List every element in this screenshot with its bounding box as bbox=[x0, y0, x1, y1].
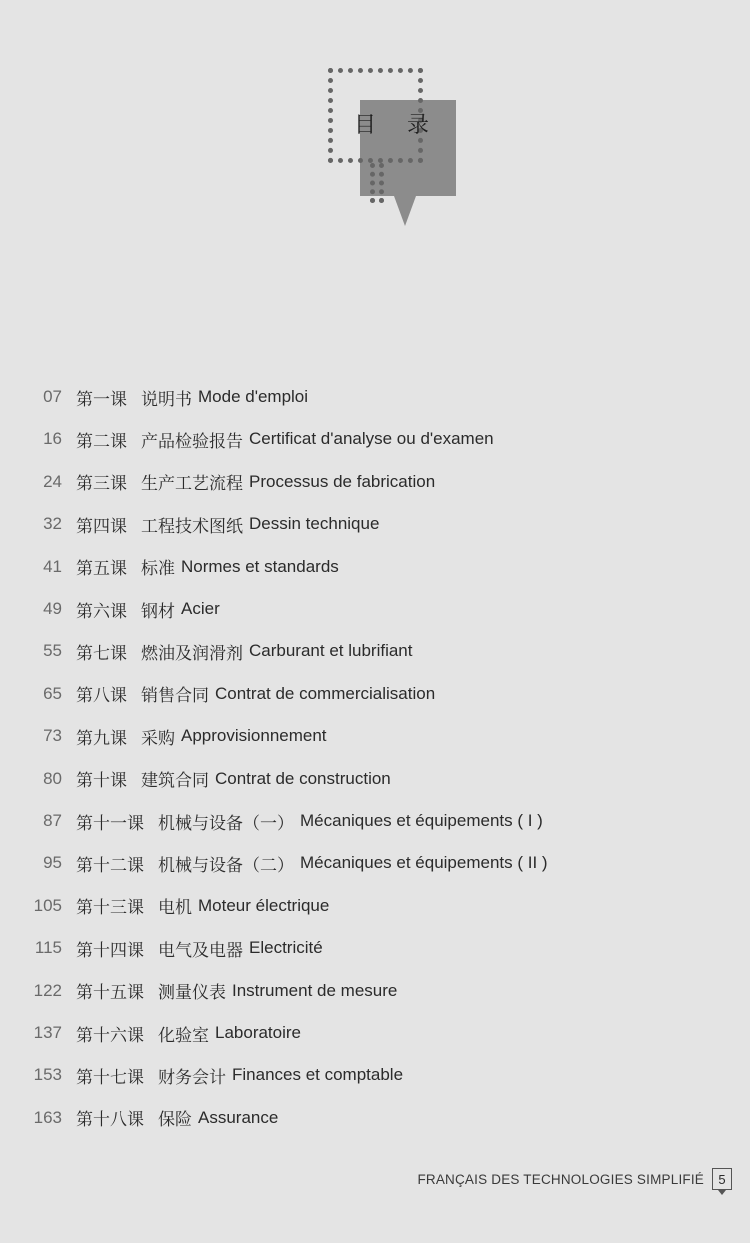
toc-french-title: Approvisionnement bbox=[181, 726, 327, 746]
toc-chinese-title: 销售合同 bbox=[141, 686, 209, 707]
toc-lesson: 第八课 bbox=[76, 686, 127, 707]
running-footer-title: FRANÇAIS DES TECHNOLOGIES SIMPLIFIÉ bbox=[417, 1171, 704, 1187]
toc-lesson: 第十四课 bbox=[76, 940, 144, 961]
toc-french-title: Electricité bbox=[249, 938, 323, 958]
toc-lesson: 第一课 bbox=[76, 389, 127, 410]
toc-entry[interactable] bbox=[0, 382, 700, 412]
toc-page-number: 55 bbox=[43, 641, 62, 661]
toc-title-badge bbox=[328, 68, 468, 233]
toc-page-number: 95 bbox=[43, 853, 62, 873]
toc-french-title: Contrat de commercialisation bbox=[215, 683, 436, 703]
toc-entry[interactable] bbox=[0, 764, 700, 794]
toc-page-number: 115 bbox=[34, 938, 62, 958]
toc-lesson: 第九课 bbox=[76, 728, 127, 749]
toc-page-number: 32 bbox=[43, 514, 62, 534]
toc-page-number: 24 bbox=[43, 471, 62, 491]
toc-page-number: 87 bbox=[43, 811, 62, 830]
toc-chinese-title: 生产工艺流程 bbox=[141, 474, 243, 495]
toc-french-title: Acier bbox=[181, 599, 220, 618]
toc-page-number: 73 bbox=[43, 726, 62, 746]
toc-french-title: Processus de fabrication bbox=[249, 471, 436, 491]
toc-french-title: Assurance bbox=[198, 1107, 279, 1127]
toc-lesson: 第五课 bbox=[76, 559, 127, 580]
toc-chinese-title: 电气及电器 bbox=[158, 940, 243, 961]
toc-entry[interactable] bbox=[0, 1018, 700, 1048]
toc-entry[interactable] bbox=[0, 424, 700, 454]
toc-page-number: 16 bbox=[43, 429, 62, 449]
toc-chinese-title: 燃油及润滑剂 bbox=[141, 643, 243, 664]
toc-french-title: Certificat d'analyse ou d'examen bbox=[249, 429, 494, 449]
toc-french-title: Finances et comptable bbox=[232, 1065, 404, 1085]
toc-chinese-title: 化验室 bbox=[158, 1025, 209, 1046]
toc-lesson: 第六课 bbox=[76, 601, 127, 622]
toc-page-number: 105 bbox=[33, 895, 62, 915]
toc-lesson: 第十八课 bbox=[76, 1110, 144, 1131]
toc-french-title: Mode d'emploi bbox=[198, 387, 309, 406]
toc-page-number: 80 bbox=[43, 768, 62, 788]
toc-entry[interactable] bbox=[0, 1060, 700, 1090]
toc-entry[interactable] bbox=[0, 976, 700, 1006]
toc-chinese-title: 工程技术图纸 bbox=[141, 516, 243, 537]
toc-chinese-title: 机械与设备（二） bbox=[158, 855, 294, 876]
toc-chinese-title: 电机 bbox=[158, 898, 192, 919]
toc-french-title: Contrat de construction bbox=[215, 768, 391, 788]
toc-lesson: 第四课 bbox=[76, 516, 127, 537]
toc-french-title: Moteur électrique bbox=[198, 895, 330, 915]
toc-french-title: Dessin technique bbox=[249, 514, 380, 534]
toc-chinese-title: 说明书 bbox=[141, 389, 192, 410]
toc-french-title: Mécaniques et équipements ( I ) bbox=[300, 811, 543, 830]
toc-entry[interactable] bbox=[0, 552, 700, 582]
toc-french-title: Normes et standards bbox=[181, 556, 339, 576]
toc-lesson: 第十七课 bbox=[76, 1067, 144, 1088]
toc-page-number: 41 bbox=[43, 556, 62, 576]
toc-lesson: 第三课 bbox=[76, 474, 127, 495]
toc-page-number: 137 bbox=[33, 1023, 62, 1042]
toc-page-number: 07 bbox=[43, 387, 62, 406]
toc-entry[interactable] bbox=[0, 806, 700, 836]
page-title: 目 录 bbox=[354, 113, 441, 138]
toc-french-title: Carburant et lubrifiant bbox=[249, 641, 413, 661]
toc-entry[interactable] bbox=[0, 891, 700, 921]
toc-entry[interactable] bbox=[0, 1103, 700, 1133]
toc-page-number: 163 bbox=[33, 1107, 62, 1127]
toc-entry[interactable] bbox=[0, 594, 700, 624]
badge-pointer bbox=[394, 196, 416, 226]
toc-chinese-title: 测量仪表 bbox=[158, 983, 226, 1004]
toc-french-title: Laboratoire bbox=[215, 1023, 302, 1042]
toc-chinese-title: 产品检验报告 bbox=[141, 431, 243, 452]
toc-chinese-title: 机械与设备（一） bbox=[158, 813, 294, 834]
toc-entry[interactable] bbox=[0, 933, 700, 963]
toc-entry[interactable] bbox=[0, 679, 700, 709]
toc-chinese-title: 建筑合同 bbox=[141, 771, 209, 792]
toc-page-number: 65 bbox=[43, 683, 62, 703]
toc-french-title: Mécaniques et équipements ( II ) bbox=[300, 853, 548, 873]
toc-lesson: 第二课 bbox=[76, 431, 127, 452]
toc-chinese-title: 财务会计 bbox=[158, 1067, 226, 1088]
toc-lesson: 第十三课 bbox=[76, 898, 144, 919]
page-number: 5 bbox=[712, 1168, 732, 1190]
toc-page-number: 122 bbox=[33, 980, 62, 1000]
toc-entry[interactable] bbox=[0, 721, 700, 751]
toc-lesson: 第七课 bbox=[76, 643, 127, 664]
toc-entry[interactable] bbox=[0, 509, 700, 539]
toc-page-number: 49 bbox=[43, 599, 62, 618]
toc-entry[interactable] bbox=[0, 467, 700, 497]
toc-lesson: 第十五课 bbox=[76, 983, 144, 1004]
page-footer bbox=[417, 1168, 732, 1190]
toc-lesson: 第十一课 bbox=[76, 813, 144, 834]
toc-lesson: 第十课 bbox=[76, 771, 127, 792]
toc-french-title: Instrument de mesure bbox=[232, 980, 398, 1000]
badge-dotted-pointer bbox=[370, 163, 384, 203]
toc-entry[interactable] bbox=[0, 636, 700, 666]
toc-lesson: 第十六课 bbox=[76, 1025, 144, 1046]
toc-entry[interactable] bbox=[0, 848, 700, 878]
toc-chinese-title: 采购 bbox=[141, 728, 175, 749]
toc-chinese-title: 标准 bbox=[141, 559, 175, 580]
toc-page-number: 153 bbox=[33, 1065, 62, 1085]
toc-lesson: 第十二课 bbox=[76, 855, 144, 876]
toc-chinese-title: 保险 bbox=[158, 1110, 192, 1131]
toc-chinese-title: 钢材 bbox=[141, 601, 175, 622]
